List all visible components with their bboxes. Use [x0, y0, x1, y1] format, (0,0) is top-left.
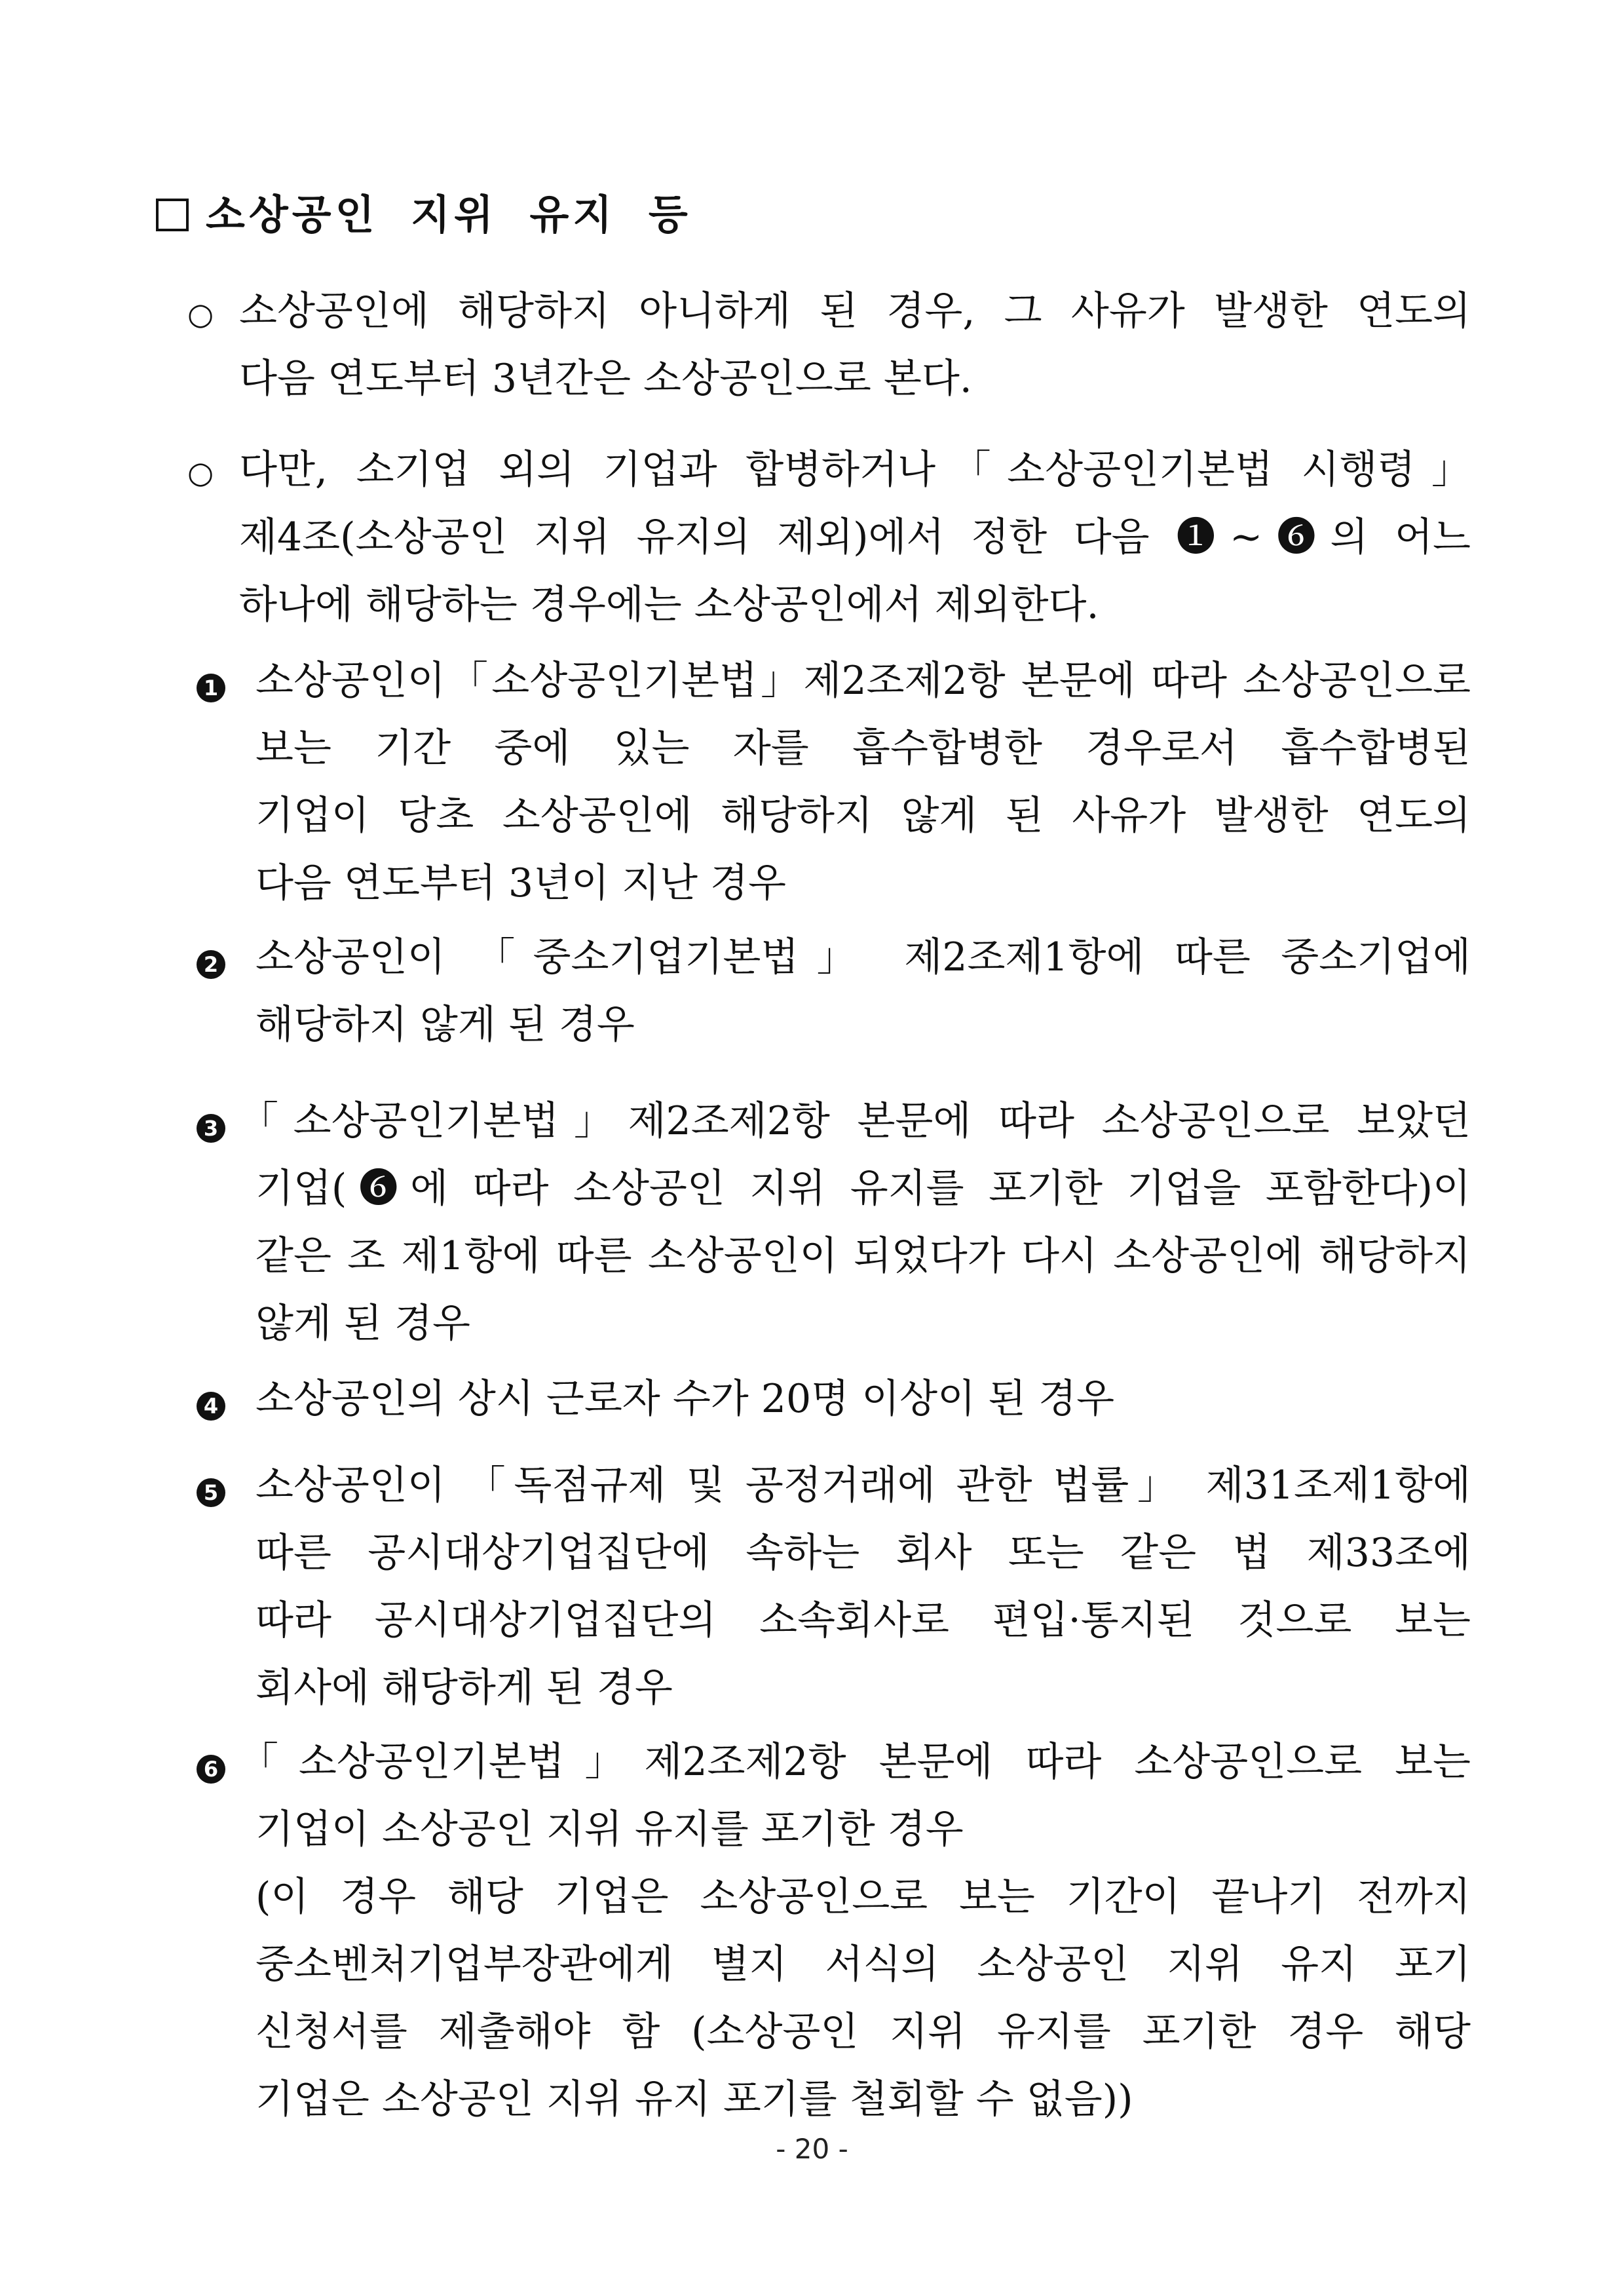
- item-line: 기업이 당초 소상공인에 해당하지 않게 된 사유가 발생한 연도의: [255, 793, 1471, 839]
- checkbox-square-icon: [156, 199, 189, 231]
- section-heading: [156, 182, 692, 248]
- number-3-icon: 3: [197, 1114, 225, 1143]
- paragraph-line: 다음 연도부터 3년간은 소상공인으로 본다.: [239, 356, 972, 402]
- paragraph-2: [239, 436, 1471, 639]
- item-line: 않게 된 경우: [255, 1301, 470, 1347]
- item-line: 따른 공시대상기업집단에 속하는 회사 또는 같은 법 제33조에: [255, 1530, 1471, 1576]
- paragraph-line: 하나에 해당하는 경우에는 소상공인에서 제외한다.: [239, 582, 1099, 628]
- item-line: 보는 기간 중에 있는 자를 흡수합병한 경우로서 흡수합병된: [255, 725, 1471, 771]
- item-4: [255, 1366, 1238, 1433]
- item-line: 소상공인이 「독점규제 및 공정거래에 관한 법률」 제31조제1항에: [255, 1463, 1471, 1508]
- section-heading-text: 소상공인 지위 유지 등: [206, 191, 692, 239]
- number-5-icon: 5: [197, 1478, 225, 1507]
- item-line: 소상공인이 「중소기업기본법」 제2조제1항에 따른 중소기업에: [255, 934, 1471, 980]
- item-line: 신청서를 제출해야 함 (소상공인 지위 유지를 포기한 경우 해당: [255, 2009, 1471, 2055]
- paragraph-1: [239, 278, 1471, 413]
- item-line: 소상공인이「소상공인기본법」제2조제2항 본문에 따라 소상공인으로: [255, 658, 1471, 704]
- numbered-bullet-2: [197, 925, 225, 993]
- paragraph-line: 소상공인에 해당하지 아니하게 된 경우, 그 사유가 발생한 연도의: [239, 288, 1471, 334]
- numbered-bullet-5: [197, 1453, 225, 1521]
- item-line: 소상공인의 상시 근로자 수가 20명 이상이 된 경우: [255, 1376, 1115, 1422]
- item-line: 중소벤처기업부장관에게 별지 서식의 소상공인 지위 유지 포기: [255, 1942, 1471, 1987]
- page-number: - 20 -: [776, 2133, 848, 2165]
- circle-bullet-icon: ○: [187, 296, 214, 332]
- item-line: 회사에 해당하게 된 경우: [255, 1665, 673, 1711]
- item-3: [239, 1088, 1471, 1358]
- item-line: 같은 조 제1항에 따른 소상공인이 되었다가 다시 소상공인에 해당하지: [255, 1233, 1471, 1279]
- item-line: (이 경우 해당 기업은 소상공인으로 보는 기간이 끝나기 전까지: [255, 1874, 1471, 1920]
- number-2-icon: 2: [197, 950, 225, 979]
- numbered-bullet-1: [197, 649, 225, 716]
- paragraph-line: 제4조(소상공인 지위 유지의 제외)에서 정한 다음 ❶~❻의 어느: [239, 514, 1471, 560]
- item-line: 다음 연도부터 3년이 지난 경우: [255, 860, 786, 906]
- item-line: 따라 공시대상기업집단의 소속회사로 편입·통지된 것으로 보는: [255, 1598, 1471, 1643]
- paragraph-line: 다만, 소기업 외의 기업과 합병하거나「소상공인기본법 시행령」: [239, 447, 1471, 493]
- item-line: 「소상공인기본법」제2조제2항 본문에 따라 소상공인으로 보는: [239, 1739, 1471, 1785]
- item-line: 「소상공인기본법」제2조제2항 본문에 따라 소상공인으로 보았던: [239, 1098, 1471, 1144]
- item-6: [239, 1729, 1471, 2133]
- circle-bullet-icon: ○: [187, 455, 214, 490]
- numbered-bullet-4: [197, 1367, 225, 1434]
- item-line: 기업(❻에 따라 소상공인 지위 유지를 포기한 기업을 포함한다)이: [255, 1166, 1471, 1212]
- number-1-icon: 1: [197, 674, 225, 702]
- number-4-icon: 4: [197, 1392, 225, 1421]
- number-6-icon: 6: [197, 1755, 225, 1784]
- item-5: [255, 1452, 1471, 1722]
- numbered-bullet-6: [197, 1730, 225, 1797]
- item-line: 기업은 소상공인 지위 유지 포기를 철회할 수 없음)): [255, 2076, 1133, 2122]
- item-1: [255, 647, 1471, 917]
- numbered-bullet-3: [197, 1089, 225, 1157]
- item-2: [255, 924, 1471, 1059]
- item-line: 해당하지 않게 된 경우: [255, 1002, 635, 1048]
- item-line: 기업이 소상공인 지위 유지를 포기한 경우: [255, 1807, 964, 1852]
